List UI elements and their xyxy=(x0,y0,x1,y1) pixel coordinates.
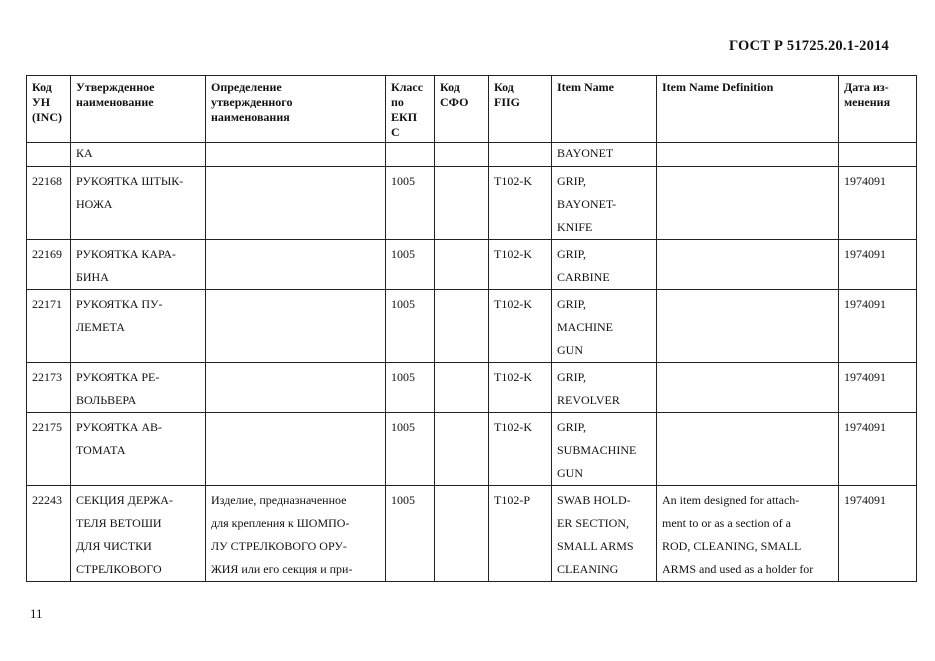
cell-approved-name xyxy=(71,167,206,240)
cell-definition xyxy=(206,143,386,167)
table-body xyxy=(27,143,917,582)
cell-line: РУКОЯТКА ШТЫК- xyxy=(76,174,184,188)
cell-definition xyxy=(206,167,386,240)
header-line: С xyxy=(391,125,400,139)
cell-fiig: T102-K xyxy=(489,363,552,413)
cell-sfo xyxy=(435,363,489,413)
header-line: СФО xyxy=(440,95,469,109)
cell-line: ER SECTION, xyxy=(557,516,629,530)
cell-sfo xyxy=(435,290,489,363)
cell-inc: 22168 xyxy=(27,167,71,240)
cell-item-name xyxy=(552,363,657,413)
cell-class: 1005 xyxy=(386,363,435,413)
cell-item-name xyxy=(552,167,657,240)
cell-sfo xyxy=(435,413,489,486)
cell-line: РУКОЯТКА КАРА- xyxy=(76,247,176,261)
header-line: Определение xyxy=(211,80,282,94)
cell-line: MACHINE xyxy=(557,320,613,334)
header-line: (INC) xyxy=(32,110,62,124)
cell-inc: 22173 xyxy=(27,363,71,413)
cell-class: 1005 xyxy=(386,240,435,290)
cell-approved-name xyxy=(71,363,206,413)
cell-class xyxy=(386,143,435,167)
cell-fiig: T102-K xyxy=(489,413,552,486)
header-item-definition xyxy=(657,76,839,143)
cell-line: КА xyxy=(76,146,93,160)
cell-item-name xyxy=(552,290,657,363)
cell-line: РУКОЯТКА ПУ- xyxy=(76,297,163,311)
cell-sfo xyxy=(435,167,489,240)
header-line: Код xyxy=(440,80,460,94)
header-line: Item Name Definition xyxy=(662,80,774,94)
header-sfo xyxy=(435,76,489,143)
cell-line: GRIP, xyxy=(557,174,587,188)
cell-line: GRIP, xyxy=(557,247,587,261)
header-line: наименование xyxy=(76,95,154,109)
cell-item-definition xyxy=(657,486,839,582)
cell-fiig xyxy=(489,143,552,167)
cell-approved-name xyxy=(71,240,206,290)
cell-item-name xyxy=(552,240,657,290)
cell-fiig: T102-P xyxy=(489,486,552,582)
header-class xyxy=(386,76,435,143)
cell-line: БИНА xyxy=(76,270,109,284)
header-item-name xyxy=(552,76,657,143)
table-row xyxy=(27,486,917,582)
cell-line: SMALL ARMS xyxy=(557,539,634,553)
cell-item-definition xyxy=(657,143,839,167)
cell-inc: 22169 xyxy=(27,240,71,290)
header-inc xyxy=(27,76,71,143)
header-line: Item Name xyxy=(557,80,614,94)
cell-line: CARBINE xyxy=(557,270,610,284)
header-line: УН xyxy=(32,95,51,109)
header-row xyxy=(27,76,917,143)
cell-line: An item designed for attach- xyxy=(662,493,800,507)
cell-line: СЕКЦИЯ ДЕРЖА- xyxy=(76,493,173,507)
cell-line: ЛЕМЕТА xyxy=(76,320,125,334)
cell-line: BAYONET xyxy=(557,146,614,160)
cell-line: ДЛЯ ЧИСТКИ xyxy=(76,539,152,553)
cell-fiig: T102-K xyxy=(489,240,552,290)
header-line: Утвержденное xyxy=(76,80,155,94)
cell-fiig: T102-K xyxy=(489,167,552,240)
header-line: Дата из- xyxy=(844,80,889,94)
cell-line: ЖИЯ или его секция и при- xyxy=(211,562,353,576)
cell-inc xyxy=(27,143,71,167)
cell-line: ment to or as a section of a xyxy=(662,516,791,530)
cell-date: 1974091 xyxy=(839,240,917,290)
table-row xyxy=(27,143,917,167)
table-row xyxy=(27,240,917,290)
cell-line: ROD, CLEANING, SMALL xyxy=(662,539,802,553)
cell-item-name xyxy=(552,413,657,486)
cell-line: Изделие, предназначенное xyxy=(211,493,347,507)
cell-line: ТЕЛЯ ВЕТОШИ xyxy=(76,516,162,530)
cell-line: KNIFE xyxy=(557,220,593,234)
page-number: 11 xyxy=(30,606,43,621)
cell-approved-name xyxy=(71,486,206,582)
cell-item-definition xyxy=(657,413,839,486)
cell-line: ЛУ СТРЕЛКОВОГО ОРУ- xyxy=(211,539,347,553)
cell-definition xyxy=(206,486,386,582)
header-line: утвержденного xyxy=(211,95,293,109)
cell-line: REVOLVER xyxy=(557,393,620,407)
header-line: по xyxy=(391,95,404,109)
data-table xyxy=(26,75,917,582)
cell-date: 1974091 xyxy=(839,363,917,413)
cell-sfo xyxy=(435,240,489,290)
cell-line: GUN xyxy=(557,343,583,357)
cell-line: GRIP, xyxy=(557,370,587,384)
header-line: менения xyxy=(844,95,891,109)
header-definition xyxy=(206,76,386,143)
cell-line: ARMS and used as a holder for xyxy=(662,562,814,576)
cell-item-name xyxy=(552,143,657,167)
cell-line: GRIP, xyxy=(557,420,587,434)
cell-inc: 22171 xyxy=(27,290,71,363)
cell-item-definition xyxy=(657,363,839,413)
table-row xyxy=(27,290,917,363)
cell-date xyxy=(839,143,917,167)
cell-line: РУКОЯТКА АВ- xyxy=(76,420,163,434)
cell-line: SUBMACHINE xyxy=(557,443,637,457)
cell-sfo xyxy=(435,143,489,167)
cell-inc: 22175 xyxy=(27,413,71,486)
header-line: FIIG xyxy=(494,95,521,109)
cell-line: GRIP, xyxy=(557,297,587,311)
cell-item-definition xyxy=(657,167,839,240)
cell-class: 1005 xyxy=(386,486,435,582)
header-line: Класс xyxy=(391,80,424,94)
cell-class: 1005 xyxy=(386,413,435,486)
cell-approved-name xyxy=(71,143,206,167)
cell-date: 1974091 xyxy=(839,167,917,240)
cell-line: СТРЕЛКОВОГО xyxy=(76,562,162,576)
header-fiig xyxy=(489,76,552,143)
table-row xyxy=(27,167,917,240)
cell-line: SWAB HOLD- xyxy=(557,493,631,507)
cell-class: 1005 xyxy=(386,290,435,363)
cell-line: ВОЛЬВЕРА xyxy=(76,393,137,407)
cell-line: для крепления к ШОМПО- xyxy=(211,516,350,530)
cell-item-definition xyxy=(657,290,839,363)
cell-definition xyxy=(206,363,386,413)
cell-line: CLEANING xyxy=(557,562,619,576)
cell-definition xyxy=(206,290,386,363)
cell-date: 1974091 xyxy=(839,413,917,486)
header-date xyxy=(839,76,917,143)
cell-line: ТОМАТА xyxy=(76,443,126,457)
cell-date: 1974091 xyxy=(839,290,917,363)
table-row xyxy=(27,413,917,486)
cell-fiig: T102-K xyxy=(489,290,552,363)
cell-line: BAYONET- xyxy=(557,197,617,211)
cell-item-definition xyxy=(657,240,839,290)
header-line: Код xyxy=(32,80,52,94)
cell-date: 1974091 xyxy=(839,486,917,582)
cell-item-name xyxy=(552,486,657,582)
cell-approved-name xyxy=(71,413,206,486)
document-title: ГОСТ Р 51725.20.1-2014 xyxy=(728,38,889,54)
header-line: наименования xyxy=(211,110,290,124)
cell-definition xyxy=(206,413,386,486)
header-approved-name xyxy=(71,76,206,143)
table-row xyxy=(27,363,917,413)
cell-line: РУКОЯТКА РЕ- xyxy=(76,370,160,384)
cell-approved-name xyxy=(71,290,206,363)
header-line: Код xyxy=(494,80,514,94)
cell-line: GUN xyxy=(557,466,583,480)
cell-inc: 22243 xyxy=(27,486,71,582)
cell-class: 1005 xyxy=(386,167,435,240)
cell-sfo xyxy=(435,486,489,582)
cell-definition xyxy=(206,240,386,290)
header-line: ЕКП xyxy=(391,110,418,124)
cell-line: НОЖА xyxy=(76,197,113,211)
